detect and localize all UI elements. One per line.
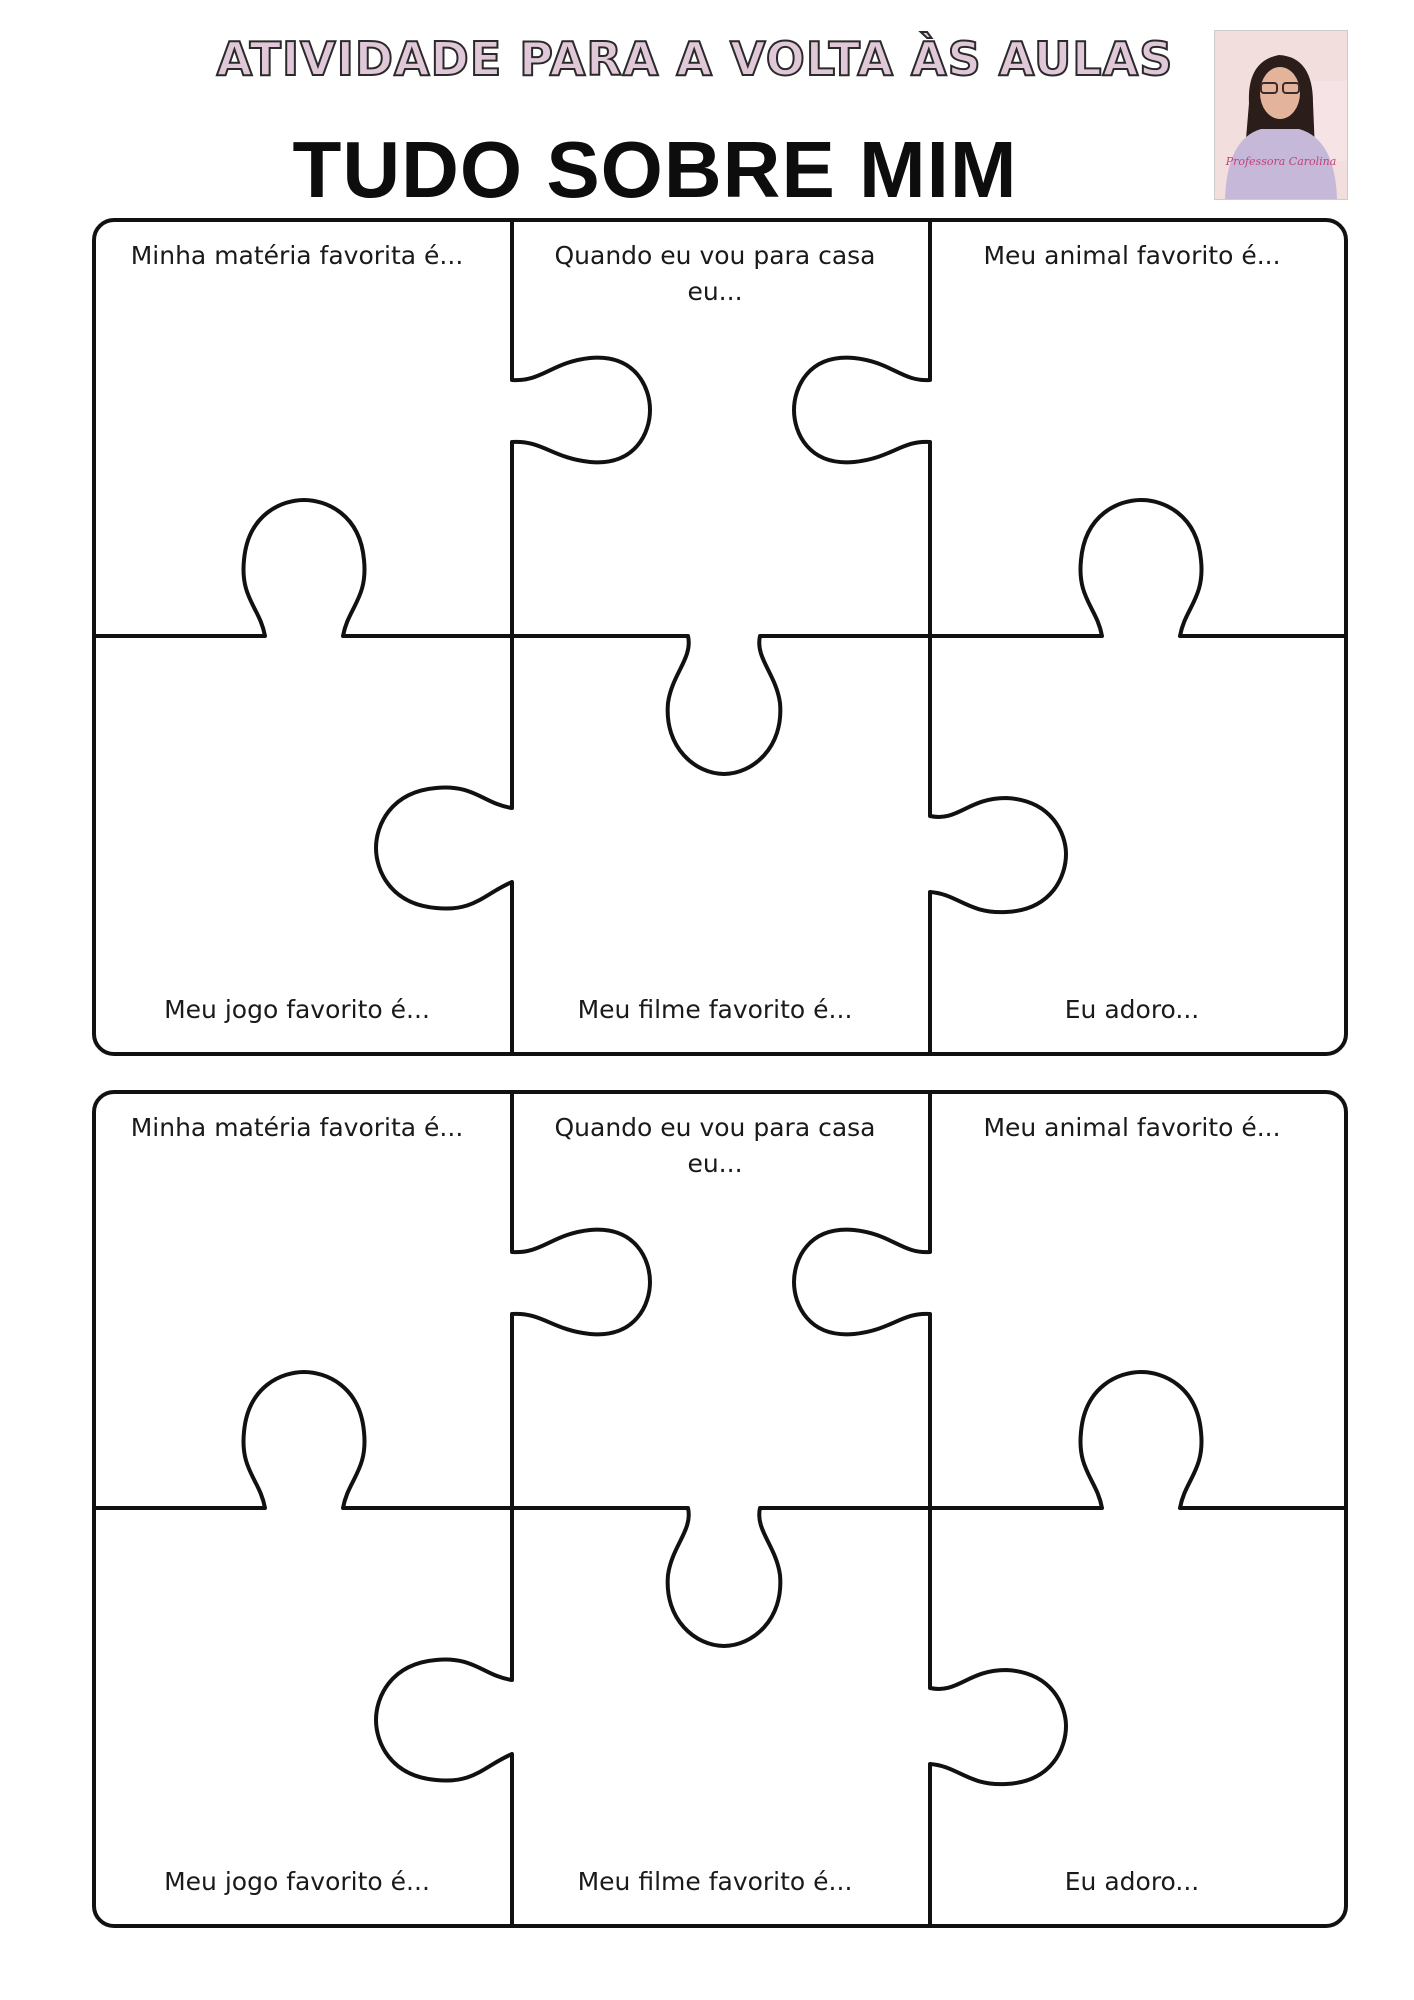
cut-line-top-left (94, 500, 512, 636)
piece-label-going-home: Quando eu vou para casa eu... (554, 241, 876, 306)
piece-label-favorite-game: Meu jogo favorito é... (164, 995, 430, 1024)
activity-title: ATIVIDADE PARA A VOLTA ÀS AULAS (216, 32, 1174, 86)
piece-label-favorite-animal: Meu animal favorito é... (983, 241, 1281, 270)
cut-line-top-left (94, 1372, 512, 1508)
cut-line-center (512, 1508, 930, 1646)
piece-label-i-love: Eu adoro... (1064, 995, 1200, 1024)
piece-label-favorite-movie: Meu filme favorito é... (577, 995, 853, 1024)
puzzle-outline (92, 1090, 1348, 1928)
card-border (94, 220, 1346, 1054)
piece-label-favorite-subject: Minha matéria favorita é... (130, 1113, 464, 1142)
cut-line-top-right (930, 500, 1346, 636)
piece-label-favorite-game: Meu jogo favorito é... (164, 1867, 430, 1896)
piece-label-i-love: Eu adoro... (1064, 1867, 1200, 1896)
cut-line-center (512, 636, 930, 774)
author-photo (1214, 30, 1348, 200)
piece-label-going-home: Quando eu vou para casa eu... (554, 1113, 876, 1178)
puzzle-outline (92, 218, 1348, 1056)
photo-shirt-text: Professora Carolina (1225, 155, 1337, 168)
piece-label-favorite-subject: Minha matéria favorita é... (130, 241, 464, 270)
puzzle-card-2 (92, 1090, 1348, 1928)
cut-line-top-right (930, 1372, 1346, 1508)
piece-label-favorite-animal: Meu animal favorito é... (983, 1113, 1281, 1142)
page-title: TUDO SOBRE MIM (292, 125, 1018, 214)
card-border (94, 1092, 1346, 1926)
piece-label-favorite-movie: Meu filme favorito é... (577, 1867, 853, 1896)
puzzle-card-1 (92, 218, 1348, 1056)
